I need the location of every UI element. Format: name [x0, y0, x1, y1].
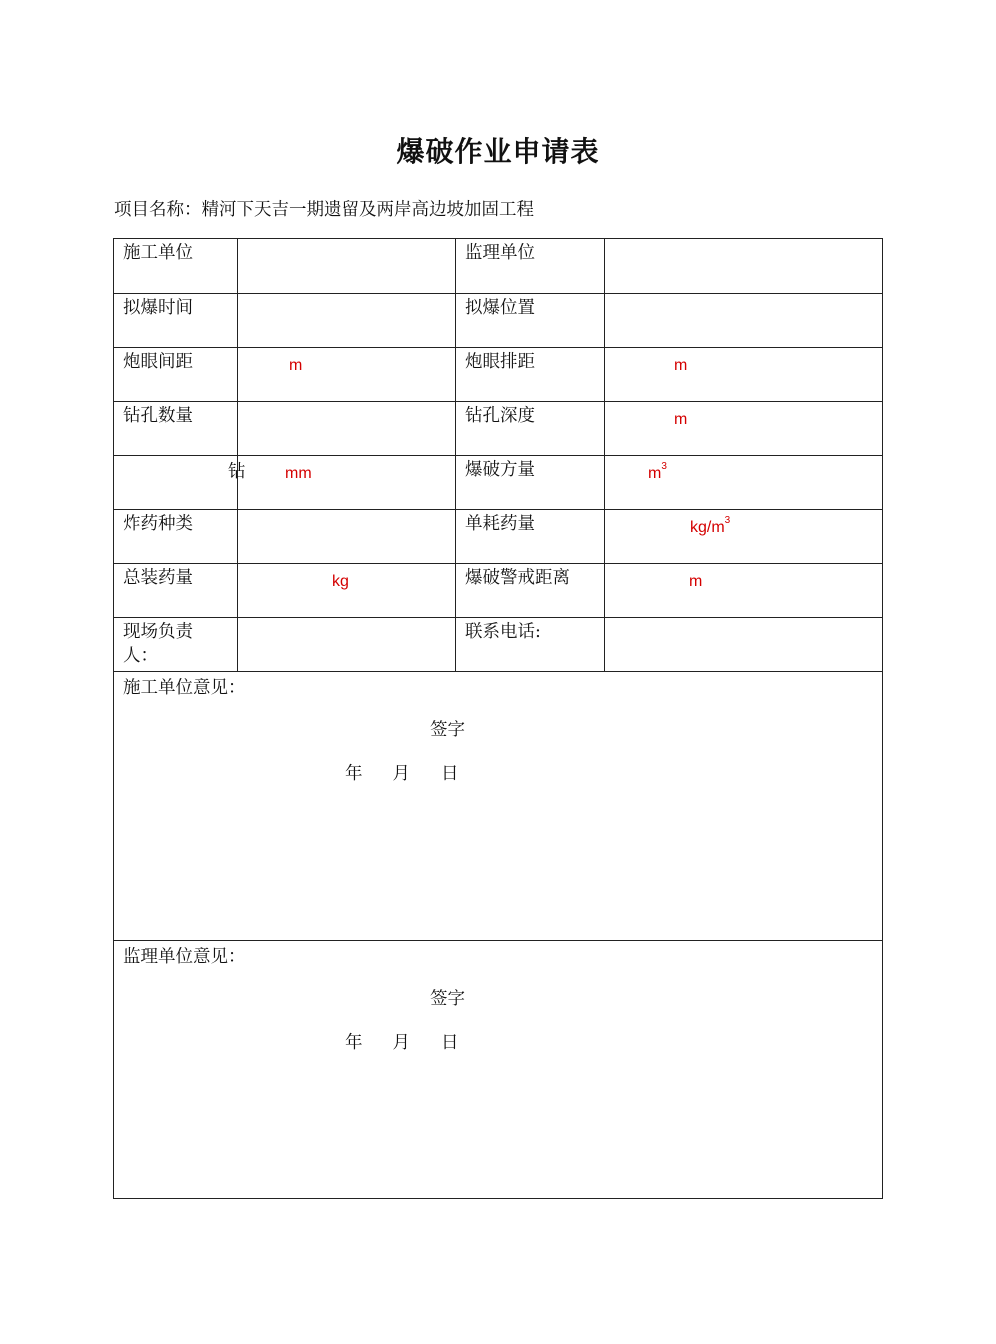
date-day: 日	[441, 764, 459, 784]
field-planned-blast-time[interactable]	[238, 294, 456, 348]
cell-label	[456, 348, 605, 402]
supervision-opinion-box[interactable]	[114, 941, 883, 1199]
date-day: 日	[441, 1033, 459, 1053]
unit-drill-depth: m	[674, 411, 688, 428]
date-year: 年	[345, 764, 363, 784]
form-row-explosive-type	[114, 510, 883, 564]
form-row-supervision-opinion	[114, 941, 883, 1199]
field-total-charge[interactable]	[238, 564, 456, 618]
label-hole-spacing: 炮眼间距	[123, 352, 193, 372]
unit-superscript: 3	[661, 461, 667, 472]
field-construction-unit[interactable]	[238, 239, 456, 294]
label-drill-depth: 钻孔深度	[465, 406, 535, 426]
label-explosive-type: 炸药种类	[123, 514, 193, 534]
unit-superscript: 3	[724, 515, 731, 526]
form-row-hole-spacing	[114, 348, 883, 402]
form-row-site-manager	[114, 618, 883, 672]
cell-label	[114, 348, 238, 402]
label-drill-count: 钻孔数量	[123, 406, 193, 426]
label-planned-blast-location: 拟爆位置	[465, 298, 535, 318]
field-drill-depth[interactable]	[605, 402, 883, 456]
form-row-construction-unit	[114, 239, 883, 294]
date-month: 月	[392, 764, 410, 784]
form-row-blast-time	[114, 294, 883, 348]
form-row-drill-count	[114, 402, 883, 456]
supervision-date-line	[345, 1031, 459, 1055]
field-planned-blast-location[interactable]	[605, 294, 883, 348]
cell-label	[456, 618, 605, 672]
field-row-spacing[interactable]	[605, 348, 883, 402]
supervision-signature-label: 签字	[430, 989, 465, 1009]
unit-diameter: mm	[285, 465, 312, 482]
field-hole-spacing[interactable]	[238, 348, 456, 402]
cell-label	[114, 239, 238, 294]
cell-label	[456, 456, 605, 510]
cell-label	[114, 294, 238, 348]
label-contact-phone: 联系电话:	[465, 622, 541, 642]
unit-text: kg/m	[690, 519, 725, 536]
field-supervision-unit[interactable]	[605, 239, 883, 294]
form-row-construction-opinion	[114, 672, 883, 941]
document-title: 爆破作业申请表	[396, 135, 600, 168]
cell-label	[114, 618, 238, 672]
cell-label	[456, 510, 605, 564]
cell-label	[114, 564, 238, 618]
construction-date-line	[345, 762, 459, 786]
project-name: 项目名称：精河下天吉一期遗留及两岸高边坡加固工程	[114, 200, 534, 220]
label-fragment: 钻	[228, 462, 246, 482]
form-row-diameter	[114, 456, 883, 510]
label-supervision-unit: 监理单位	[465, 243, 535, 263]
field-unit-consumption[interactable]	[605, 510, 883, 564]
supervision-opinion-label: 监理单位意见：	[123, 947, 246, 967]
field-explosive-type[interactable]	[238, 510, 456, 564]
field-diameter[interactable]	[238, 456, 456, 510]
unit-total-charge: kg	[332, 573, 349, 590]
unit-unit-consumption	[690, 516, 730, 540]
field-contact-phone[interactable]	[605, 618, 883, 672]
cell-label	[114, 402, 238, 456]
cell-label	[114, 456, 246, 510]
unit-blast-volume	[648, 462, 667, 486]
unit-hole-spacing: m	[289, 357, 303, 374]
date-year: 年	[345, 1033, 363, 1053]
label-blast-volume: 爆破方量	[465, 460, 535, 480]
label-row-spacing: 炮眼排距	[465, 352, 535, 372]
label-planned-blast-time: 拟爆时间	[123, 298, 193, 318]
field-warning-distance[interactable]	[605, 564, 883, 618]
field-drill-count[interactable]	[238, 402, 456, 456]
date-month: 月	[392, 1033, 410, 1053]
label-construction-unit: 施工单位	[123, 243, 193, 263]
cell-label	[456, 402, 605, 456]
cell-label	[456, 239, 605, 294]
unit-warning-distance: m	[689, 573, 703, 590]
unit-row-spacing: m	[674, 357, 688, 374]
cell-label	[456, 294, 605, 348]
field-site-manager[interactable]	[238, 618, 456, 672]
unit-text: m	[648, 465, 662, 482]
cell-label	[456, 564, 605, 618]
application-form-table	[113, 238, 883, 1199]
label-site-manager: 现场负责人：	[123, 622, 193, 666]
construction-signature-label: 签字	[430, 720, 465, 740]
field-blast-volume[interactable]	[605, 456, 883, 510]
label-total-charge: 总装药量	[123, 568, 193, 588]
cell-label	[114, 510, 238, 564]
form-row-total-charge	[114, 564, 883, 618]
label-unit-consumption: 单耗药量	[465, 514, 535, 534]
construction-opinion-box[interactable]	[114, 672, 883, 941]
label-warning-distance: 爆破警戒距离	[465, 568, 570, 588]
construction-opinion-label: 施工单位意见：	[123, 678, 246, 698]
